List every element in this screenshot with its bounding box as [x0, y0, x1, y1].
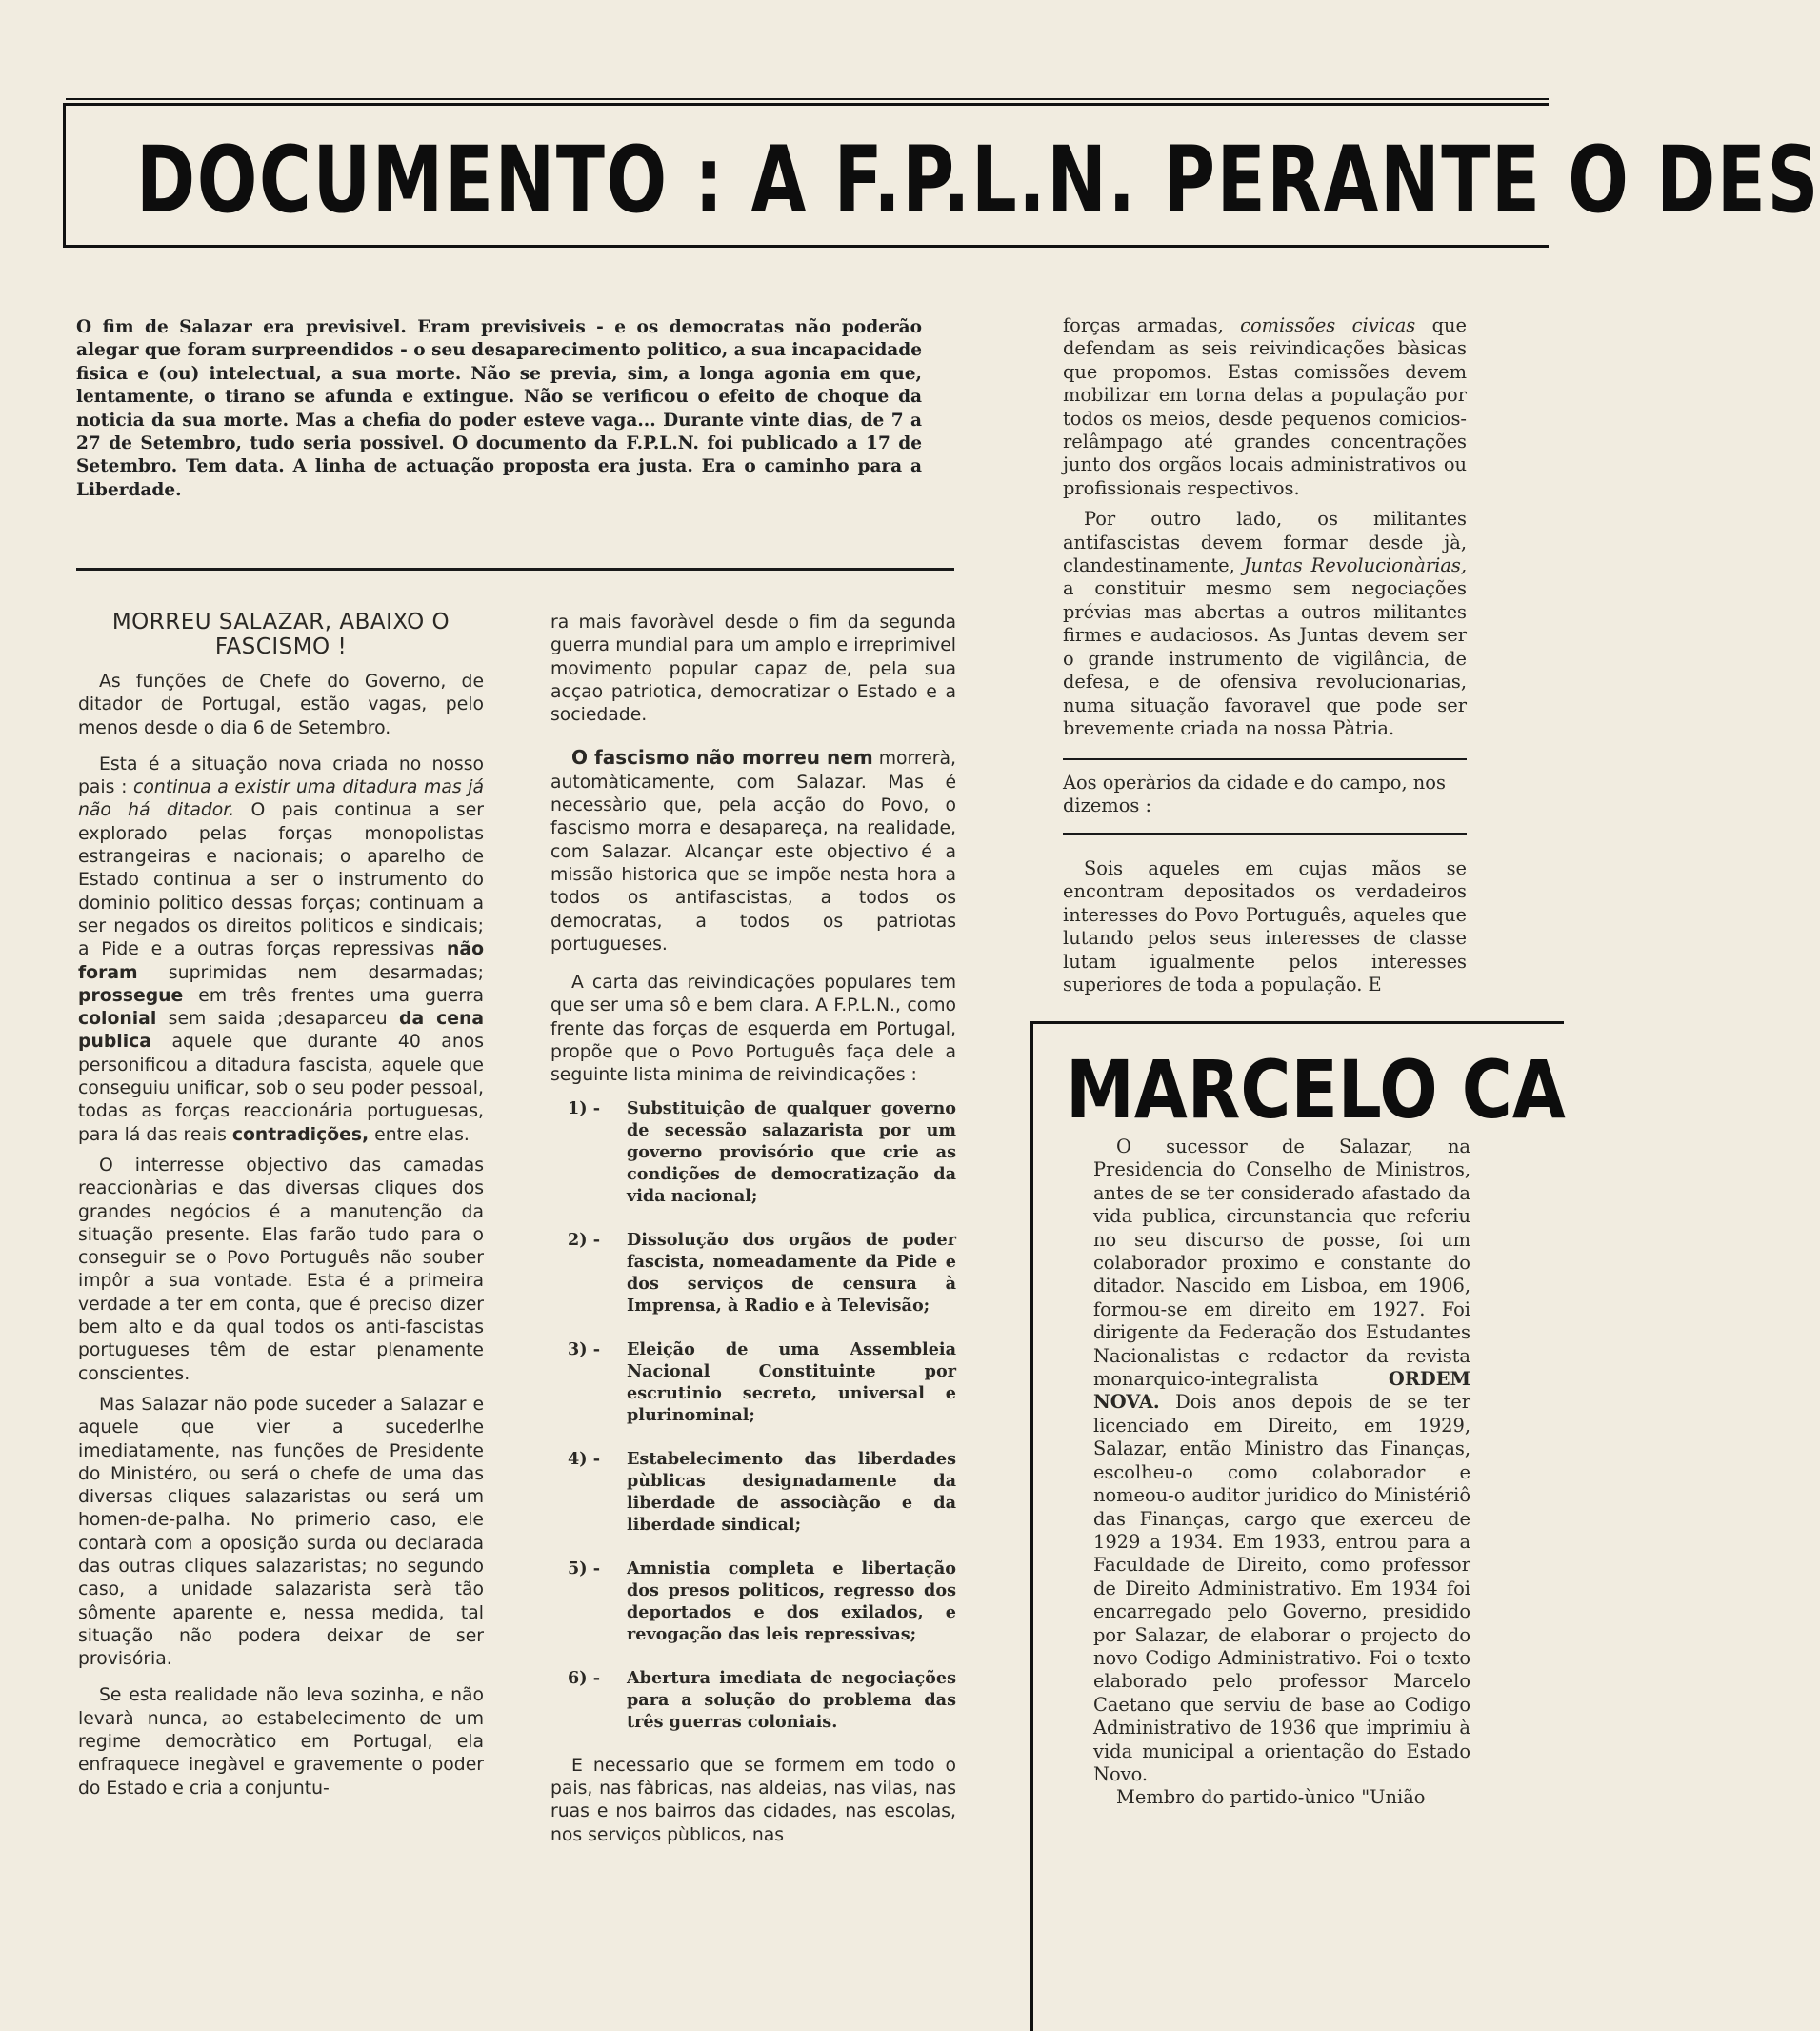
sidebar-paragraph-2: Membro do partido-ùnico "União	[1116, 1786, 1426, 1809]
col3-divider-bottom	[1063, 833, 1467, 835]
demands-list	[550, 1097, 956, 1733]
sidebar-article-text	[1093, 1136, 1470, 1810]
demand-item-3: 3) - Eleição de uma Assembleia Nacional Constituinte por escrutinio secreto, universal e plurinominal;	[568, 1338, 956, 1425]
sidebar-paragraph-1: O sucessor de Salazar, na Presidencia do Conselho de Ministros, antes de se ter considerado afastado da vida publica, circunstancia que referiu no seu discurso de posse, foi um colaborador proximo e constante do ditador. Nascido em Lisboa, em 1906, formou-se em direito em 1927. Foi dirigente da Federação dos Estudantes Nacionalistas e redactor da revista monarquico-integralista ORDEM NOVA. Dois anos depois de se ter licenciado em Direito, em 1929, Salazar, então Ministro das Finanças, escolheu-o como colaborador e nomeou-o auditor juridico do Ministériô das Finanças, cargo que exerceu de 1929 a 1934. Em 1933, entrou para a Faculdade de Direito, como professor de Direito Administrativo. Em 1934 foi encarregado pelo Governo, presidido por Salazar, de elaborar o projecto do novo Codigo Administrativo. Foi o texto elaborado pelo professor Marcelo Caetano que serviu de base ao Codigo Administrativo de 1936 que imprimiu à vida municipal a orientação do Estado Novo.	[1093, 1136, 1470, 1785]
col3-divider-top	[1063, 758, 1467, 760]
article-heading: MORREU SALAZAR, ABAIXO O FASCISMO !	[111, 610, 450, 659]
article-column-1	[78, 610, 484, 1808]
article-column-3	[1063, 314, 1467, 748]
col3-continuation	[1063, 857, 1467, 1004]
intro-paragraph: O fim de Salazar era previsivel. Eram previsiveis - e os democratas não poderão alegar que foram surpreendidos - o seu desaparecimento politico, a sua incapacidade fisica e (ou) intelectual, a sua morte. Não se previa, sim, a longa agonia em que, lentamente, o tirano se afunda e extingue. Não se verificou o efeito de choque da noticia da sua morte. Mas a chefia do poder esteve vaga... Durante vinte dias, de 7 a 27 de Setembro, tudo seria possivel. O documento da F.P.L.N. foi publicado a 17 de Setembro. Tem data. A linha de actuação proposta era justa. Era o caminho para a Liberdade.	[76, 317, 922, 500]
col3-paragraph-4: Sois aqueles em cujas mãos se encontram depositados os verdadeiros interesses do Povo Português, aqueles que lutando pelos seus interesses de classe lutam igualmente pelos interesses superiores de toda a população. E	[1063, 857, 1467, 996]
demand-item-2: 2) - Dissolução dos orgãos de poder fascista, nomeadamente da Pide e dos serviços de censura à Imprensa, à Radio e à Televisão;	[568, 1229, 956, 1316]
col3-paragraph-1: forças armadas, comissões civicas que defendam as seis reivindicações bàsicas que propomos. Estas comissões devem mobilizar em torna delas a população por todos os meios, desde pequenos comicios-relâmpago até grandes concentrações junto dos orgãos locais administrativos ou profissionais respectivos.	[1063, 314, 1467, 499]
col1-paragraph-2: Esta é a situação nova criada no nosso pais : continua a existir uma ditadura mas já não há ditador. O pais continua a ser explorado pelas forças monopolistas estrangeiras e nacionais; o aparelho de Estado continua a ser o instrumento do dominio politico dessas forças; continuam a ser negados os direitos politicos e sindicais; a Pide e a outras forças repressivas não foram suprimidas nem desarmadas; prossegue em três frentes uma guerra colonial sem saida ;desaparceu da cena publica aquele que durante 40 anos personificou a ditadura fascista, aquele que conseguiu unificar, sob o seu poder pessoal, todas as forças reaccionária portuguesas, para lá das reais contradições, entre elas.	[78, 754, 485, 1145]
demand-item-5: 5) - Amnistia completa e libertação dos presos politicos, regresso dos deportados e dos exilados, e revogação das leis repressivas;	[568, 1558, 956, 1644]
headline-top-rule	[66, 98, 1549, 100]
col1-paragraph-4: Mas Salazar não pode suceder a Salazar e aquele que vier a sucederlhe imediatamente, nas funções de Presidente do Ministéro, ou será o chefe de uma das diversas cliques salazaristas ou será um homen-de-palha. No primerio caso, ele contarà com a oposição surda ou declarada das outras cliques salazaristas; no segundo caso, a unidade salazarista serà tão sômente aparente e, nessa medida, tal situação não podera deixar de ser provisória.	[78, 1394, 484, 1670]
col2-paragraph-3: A carta das reivindicações populares tem que ser uma sô e bem clara. A F.P.L.N., como frente das forças de esquerda em Portugal, propõe que o Povo Português faça dele a seguinte lista minima de reivindicações :	[550, 973, 956, 1086]
demand-item-4: 4) - Estabelecimento das liberdades pùblicas designadamente da liberdade de associàção e da liberdade sindical;	[568, 1448, 956, 1535]
col1-paragraph-1: As funções de Chefe do Governo, de ditador de Portugal, estão vagas, pelo menos desde o dia 6 de Setembro.	[78, 672, 484, 738]
col3-paragraph-3: Aos operàrios da cidade e do campo, nos dizemos :	[1063, 772, 1446, 817]
col2-paragraph-2: O fascismo não morreu nem morrerà, automàticamente, com Salazar. Mas é necessàrio que, pela acção do Povo, o fascismo morra e desapareça, na realidade, com Salazar. Alcançar este objectivo é a missão historica que se impõe nesta hora a todos os antifascistas, a todos os democratas, a todos os patriotas portugueses.	[550, 746, 956, 955]
col2-paragraph-1: ra mais favoràvel desde o fim da segunda guerra mundial para um amplo e irreprimivel movimento popular capaz de, pela sua acçao patriotica, democratizar o Estado e a sociedade.	[550, 613, 956, 726]
col1-paragraph-5: Se esta realidade não leva sozinha, e não levarà nunca, ao estabelecimento de um regime democràtico em Portugal, ela enfraquece inegàvel e gravemente o poder do Estado e cria a conjuntu-	[78, 1685, 484, 1799]
col3-paragraph-2: Por outro lado, os militantes antifascistas devem formar desde jà, clandestinamente, Juntas Revolucionàrias, a constituir mesmo sem negociações prévias mas abertas a outros militantes firmes e audaciosos. As Juntas devem ser o grande instrumento de vigilância, de defesa, e de ofensiva revolucionarias, numa situação favoravel que pode ser brevemente criada na nossa Pàtria.	[1063, 508, 1467, 739]
headline-box	[63, 103, 1820, 248]
headline: DOCUMENTO : A F.P.L.N. PERANTE O DES	[136, 127, 1820, 233]
demand-item-6: 6) - Abertura imediata de negociações para a solução do problema das três guerras coloniais.	[568, 1667, 956, 1732]
intro-divider	[76, 568, 954, 571]
col1-paragraph-3: O interresse objectivo das camadas reaccionàrias e das diversas cliques dos grandes negócios é a manutenção da situação presente. Elas farão tudo para o conseguir se o Povo Português não souber impôr a sua vontade. Esta é a primeira verdade a ter em conta, que é preciso dizer bem alto e da qual todos os anti-fascistas portugueses têm de estar plenamente conscientes.	[78, 1155, 484, 1384]
col3-callout	[1063, 772, 1467, 826]
sidebar-headline: MARCELO CA	[1066, 1043, 1566, 1136]
article-column-2	[550, 612, 956, 1855]
demand-item-1: 1) - Substituição de qualquer governo de secessão salazarista por um governo provisório que crie as condições de democratização da vida nacional;	[568, 1097, 956, 1206]
col2-paragraph-4: E necessario que se formem em todo o pais, nas fàbricas, nas aldeias, nas vilas, nas ruas e nos bairros das cidades, nas escolas, nos serviços pùblicos, nas	[550, 1755, 956, 1845]
